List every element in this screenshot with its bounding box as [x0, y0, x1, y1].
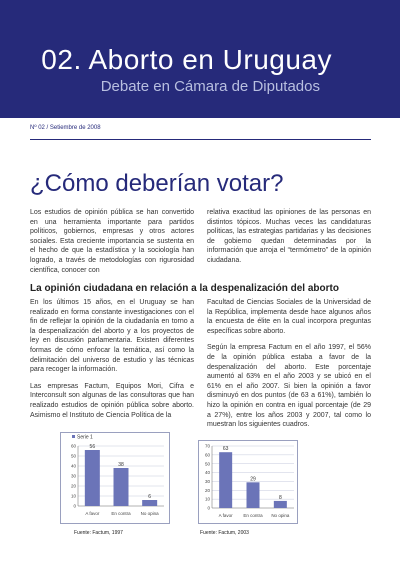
chart-1997-tick-label: 10 [70, 493, 76, 499]
headline: ¿Cómo deberían votar? [30, 170, 284, 197]
body-right-p1: Facultad de Ciencias Sociales de la Universidad de la República, implementa desde hace algunos años la encuesta de élite en la cual incorpora preguntas específicas sobre aborto. [207, 299, 371, 335]
chart-1997-tick-label: 50 [70, 453, 76, 459]
chart-1997-tick-label: 20 [70, 483, 76, 489]
chart-2003-category-label: No opina [271, 513, 290, 518]
body-left-p2: Las empresas Factum, Equipos Mori, Cifra e Interconsult son algunas de las consultoras que han realizado estudios de opinión pública sobre aborto. Asimismo el Instituto de Ciencia Política de la [30, 382, 194, 419]
chart-2003-bar [219, 452, 232, 508]
chart-2003-tick-label: 20 [204, 487, 210, 493]
chart-1997-legend-swatch [72, 435, 75, 438]
body-right [207, 298, 371, 437]
chart-2003 [198, 440, 298, 524]
chart-2003-bar [247, 482, 260, 508]
chart-1997-data-label: 6 [148, 494, 152, 500]
chart-2003-tick-label: 10 [204, 496, 210, 502]
chart-1997-category-label: En contra [111, 511, 131, 516]
chart-1997-data-label: 38 [118, 462, 124, 468]
page-title: 02. Aborto en Uruguay [41, 44, 332, 75]
chart-1997-caption: Fuente: Factum, 1997 [74, 530, 123, 536]
chart-1997-tick-label: 30 [70, 473, 76, 479]
chart-2003-data-label: 8 [278, 494, 282, 501]
chart-1997-tick-label: 60 [70, 443, 76, 449]
chart-2003-tick-label: 70 [204, 443, 210, 449]
chart-1997-data-label: 56 [89, 444, 96, 450]
chart-2003-category-label: A favor [218, 513, 233, 518]
intro-right [207, 208, 371, 273]
chart-1997-tick-label: 40 [70, 463, 76, 469]
chart-2003-data-label: 29 [250, 476, 256, 483]
chart-1997-bar [114, 468, 129, 506]
section-heading: La opinión ciudadana en relación a la despenalización del aborto [30, 283, 339, 294]
chart-1997 [60, 432, 170, 524]
intro-left-text: Los estudios de opinión pública se han convertido en una herramienta importante para partidos políticos, gobiernos, empresas y otros actores sociales. Esta creciente importancia se sustenta en el hecho de que la estadística y la sociología han logrado, a través de metodologías con rigurosidad científica, conocer con [30, 209, 194, 274]
header-banner [0, 0, 400, 118]
chart-1997-category-label: No opina [140, 511, 159, 516]
chart-2003-bar [274, 501, 287, 508]
chart-1997-bar [85, 450, 100, 506]
chart-2003-tick-label: 40 [204, 470, 210, 476]
chart-2003-plot [198, 440, 298, 524]
intro-right-text: relativa exactitud las opiniones de las personas en distintos tópicos. Muchas veces las candidaturas políticas, las estrategias partidarias y las decisiones de gobierno quedan determinadas por la información que arroja el “termómetro” de la opinión ciudadana. [207, 209, 371, 264]
chart-1997-bar [142, 500, 157, 506]
chart-2003-tick-label: 0 [207, 505, 210, 511]
chart-1997-legend-label: Serie 1 [77, 434, 93, 441]
chart-2003-category-label: En contra [243, 513, 263, 518]
chart-2003-data-label: 63 [222, 446, 229, 453]
chart-1997-category-label: A favor [85, 511, 100, 516]
body-left-p1: En los últimos 15 años, en el Uruguay se han realizado en forma constante investigaciones con el fin de reflejar la opinión de la ciudadanía en torno a la despenalización del aborto y a los proyectos de ley en discusión parlamentaria. Existen diferentes formas de cómo enfocar la temática, así como la delimitación del universo de estudio y las técnicas para recoger la información. [30, 299, 194, 374]
page-subtitle: Debate en Cámara de Diputados [100, 78, 320, 95]
divider-top [30, 139, 371, 140]
chart-2003-tick-label: 60 [204, 452, 210, 458]
chart-2003-tick-label: 30 [204, 479, 210, 485]
chart-1997-tick-label: 0 [73, 503, 76, 509]
issue-number: Nº 02 / Setiembre de 2008 [30, 125, 101, 131]
chart-2003-caption: Fuente: Factum, 2003 [200, 530, 249, 536]
chart-1997-plot [60, 432, 170, 524]
body-left [30, 298, 194, 427]
body-right-p2: Según la empresa Factum en el año 1997, el 56% de la opinión pública estaba a favor de la despenalización del aborto. Este porcentaje aumentó al 63% en el año 2003 y se ubicó en el 61% en el año 2007. Si bien la opinión a favor disminuyó en dos puntos (de 63 a 61%), también lo hizo la opinión en contra en igual porcentaje (de 29 a 27%), entre los años 2003 y 2007, tal como lo muestran los siguientes cuadros. [207, 344, 371, 429]
chart-2003-tick-label: 50 [204, 461, 210, 467]
intro-left [30, 208, 194, 282]
